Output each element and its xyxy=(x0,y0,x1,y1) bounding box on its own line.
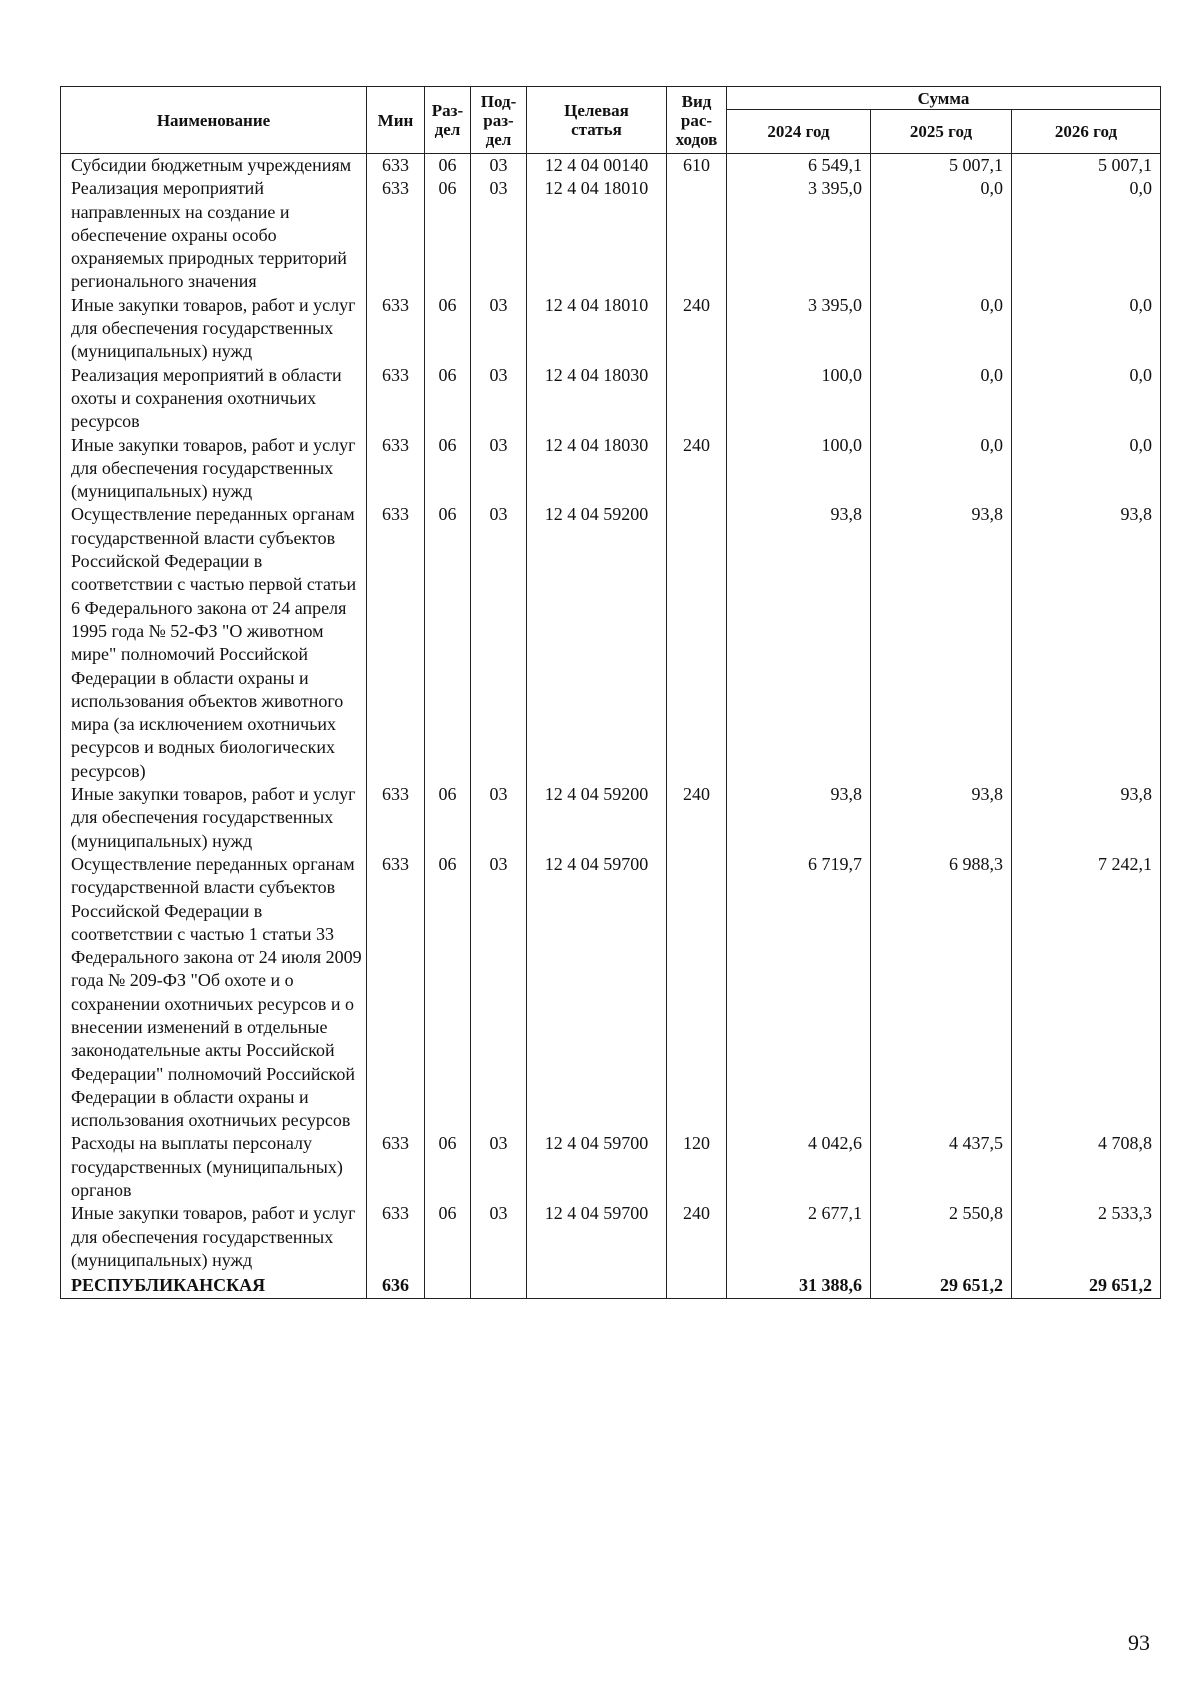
header-2024: 2024 год xyxy=(727,110,871,154)
cell-podrazdel: 03 xyxy=(471,1202,527,1272)
table-row xyxy=(61,294,1161,364)
cell-podrazdel: 03 xyxy=(471,853,527,1133)
table-row xyxy=(61,154,1161,178)
cell-2025: 0,0 xyxy=(871,434,1012,504)
cell-2024: 100,0 xyxy=(727,364,871,434)
cell-2025: 93,8 xyxy=(871,783,1012,853)
cell-name: Осуществление переданных органам государственной власти субъектов Российской Федерации в соответствии с частью первой статьи 6 Федерального закона от 24 апреля 1995 года № 52-ФЗ "О животном мире" полномочий Российской Федерации в области охраны и использования объектов животного мира (за исключением охотничьих ресурсов и водных биологических ресурсов) xyxy=(61,503,367,783)
cell-vid: 240 xyxy=(667,294,727,364)
table-body xyxy=(61,154,1161,1299)
cell-2025: 0,0 xyxy=(871,294,1012,364)
header-min: Мин xyxy=(367,87,425,154)
cell-celevaya: 12 4 04 00140 xyxy=(527,154,667,178)
cell-podrazdel xyxy=(471,1272,527,1298)
cell-razdel: 06 xyxy=(425,853,471,1133)
cell-min: 633 xyxy=(367,154,425,178)
cell-podrazdel: 03 xyxy=(471,1132,527,1202)
cell-vid xyxy=(667,1272,727,1298)
cell-vid: 120 xyxy=(667,1132,727,1202)
cell-celevaya: 12 4 04 18010 xyxy=(527,177,667,293)
table-row xyxy=(61,1202,1161,1272)
header-podrazdel: Под- раз- дел xyxy=(471,87,527,154)
cell-razdel: 06 xyxy=(425,294,471,364)
cell-podrazdel: 03 xyxy=(471,364,527,434)
cell-min: 633 xyxy=(367,177,425,293)
cell-2024: 3 395,0 xyxy=(727,294,871,364)
cell-2024: 93,8 xyxy=(727,503,871,783)
cell-vid xyxy=(667,364,727,434)
cell-name: РЕСПУБЛИКАНСКАЯ xyxy=(61,1272,367,1298)
cell-celevaya: 12 4 04 59200 xyxy=(527,783,667,853)
header-summa: Сумма xyxy=(727,87,1161,110)
cell-celevaya xyxy=(527,1272,667,1298)
cell-celevaya: 12 4 04 18030 xyxy=(527,364,667,434)
header-vid: Вид рас- ходов xyxy=(667,87,727,154)
header-name: Наименование xyxy=(61,87,367,154)
cell-name: Иные закупки товаров, работ и услуг для обеспечения государственных (муниципальных) нужд xyxy=(61,783,367,853)
cell-2026: 29 651,2 xyxy=(1012,1272,1161,1298)
table-row xyxy=(61,364,1161,434)
cell-razdel: 06 xyxy=(425,177,471,293)
table-row xyxy=(61,177,1161,293)
cell-min: 633 xyxy=(367,364,425,434)
table-row xyxy=(61,1132,1161,1202)
cell-min: 633 xyxy=(367,1132,425,1202)
cell-podrazdel: 03 xyxy=(471,294,527,364)
page-number: 93 xyxy=(1128,1630,1150,1655)
cell-min: 633 xyxy=(367,294,425,364)
cell-razdel: 06 xyxy=(425,1202,471,1272)
cell-2024: 6 719,7 xyxy=(727,853,871,1133)
cell-2024: 93,8 xyxy=(727,783,871,853)
header-2026: 2026 год xyxy=(1012,110,1161,154)
cell-2025: 4 437,5 xyxy=(871,1132,1012,1202)
cell-vid: 240 xyxy=(667,434,727,504)
cell-2024: 4 042,6 xyxy=(727,1132,871,1202)
table-row xyxy=(61,783,1161,853)
header-celevaya: Целевая статья xyxy=(527,87,667,154)
cell-name: Реализация мероприятий направленных на создание и обеспечение охраны особо охраняемых природных территорий регионального значения xyxy=(61,177,367,293)
cell-2024: 3 395,0 xyxy=(727,177,871,293)
cell-razdel: 06 xyxy=(425,1132,471,1202)
cell-2025: 0,0 xyxy=(871,364,1012,434)
cell-razdel: 06 xyxy=(425,364,471,434)
cell-2025: 5 007,1 xyxy=(871,154,1012,178)
cell-podrazdel: 03 xyxy=(471,154,527,178)
header-2025: 2025 год xyxy=(871,110,1012,154)
cell-celevaya: 12 4 04 59700 xyxy=(527,1132,667,1202)
cell-vid xyxy=(667,503,727,783)
cell-2026: 2 533,3 xyxy=(1012,1202,1161,1272)
table-row xyxy=(61,853,1161,1133)
cell-2026: 93,8 xyxy=(1012,503,1161,783)
cell-vid: 610 xyxy=(667,154,727,178)
cell-2026: 93,8 xyxy=(1012,783,1161,853)
cell-name: Иные закупки товаров, работ и услуг для обеспечения государственных (муниципальных) нужд xyxy=(61,1202,367,1272)
cell-vid xyxy=(667,177,727,293)
cell-min: 636 xyxy=(367,1272,425,1298)
cell-2026: 0,0 xyxy=(1012,364,1161,434)
cell-vid: 240 xyxy=(667,1202,727,1272)
cell-min: 633 xyxy=(367,503,425,783)
cell-razdel: 06 xyxy=(425,503,471,783)
cell-name: Субсидии бюджетным учреждениям xyxy=(61,154,367,178)
cell-min: 633 xyxy=(367,783,425,853)
table-row xyxy=(61,503,1161,783)
cell-2026: 5 007,1 xyxy=(1012,154,1161,178)
table-row xyxy=(61,434,1161,504)
cell-2025: 2 550,8 xyxy=(871,1202,1012,1272)
cell-vid xyxy=(667,853,727,1133)
cell-celevaya: 12 4 04 59700 xyxy=(527,1202,667,1272)
cell-name: Иные закупки товаров, работ и услуг для обеспечения государственных (муниципальных) нужд xyxy=(61,434,367,504)
cell-celevaya: 12 4 04 59200 xyxy=(527,503,667,783)
cell-podrazdel: 03 xyxy=(471,783,527,853)
budget-table xyxy=(60,86,1161,1299)
cell-2024: 6 549,1 xyxy=(727,154,871,178)
cell-2025: 29 651,2 xyxy=(871,1272,1012,1298)
cell-2024: 31 388,6 xyxy=(727,1272,871,1298)
cell-razdel xyxy=(425,1272,471,1298)
cell-name: Расходы на выплаты персоналу государственных (муниципальных) органов xyxy=(61,1132,367,1202)
cell-razdel: 06 xyxy=(425,783,471,853)
header-razdel: Раз- дел xyxy=(425,87,471,154)
cell-2026: 0,0 xyxy=(1012,294,1161,364)
cell-razdel: 06 xyxy=(425,434,471,504)
table-row-total xyxy=(61,1272,1161,1298)
cell-2026: 0,0 xyxy=(1012,434,1161,504)
cell-2024: 100,0 xyxy=(727,434,871,504)
cell-vid: 240 xyxy=(667,783,727,853)
cell-2025: 6 988,3 xyxy=(871,853,1012,1133)
cell-2026: 7 242,1 xyxy=(1012,853,1161,1133)
cell-podrazdel: 03 xyxy=(471,434,527,504)
cell-razdel: 06 xyxy=(425,154,471,178)
cell-name: Реализация мероприятий в области охоты и сохранения охотничьих ресурсов xyxy=(61,364,367,434)
cell-2024: 2 677,1 xyxy=(727,1202,871,1272)
cell-podrazdel: 03 xyxy=(471,503,527,783)
cell-celevaya: 12 4 04 59700 xyxy=(527,853,667,1133)
cell-name: Иные закупки товаров, работ и услуг для обеспечения государственных (муниципальных) нужд xyxy=(61,294,367,364)
cell-2026: 0,0 xyxy=(1012,177,1161,293)
cell-name: Осуществление переданных органам государственной власти субъектов Российской Федерации в соответствии с частью 1 статьи 33 Федерального закона от 24 июля 2009 года № 209-ФЗ "Об охоте и о сохранении охотничьих ресурсов и о внесении изменений в отдельные законодательные акты Российской Федерации" полномочий Российской Федерации в области охраны и использования охотничьих ресурсов xyxy=(61,853,367,1133)
cell-podrazdel: 03 xyxy=(471,177,527,293)
cell-2025: 0,0 xyxy=(871,177,1012,293)
cell-min: 633 xyxy=(367,853,425,1133)
table-header xyxy=(61,87,1161,154)
cell-2025: 93,8 xyxy=(871,503,1012,783)
cell-min: 633 xyxy=(367,1202,425,1272)
cell-min: 633 xyxy=(367,434,425,504)
cell-celevaya: 12 4 04 18030 xyxy=(527,434,667,504)
cell-2026: 4 708,8 xyxy=(1012,1132,1161,1202)
cell-celevaya: 12 4 04 18010 xyxy=(527,294,667,364)
